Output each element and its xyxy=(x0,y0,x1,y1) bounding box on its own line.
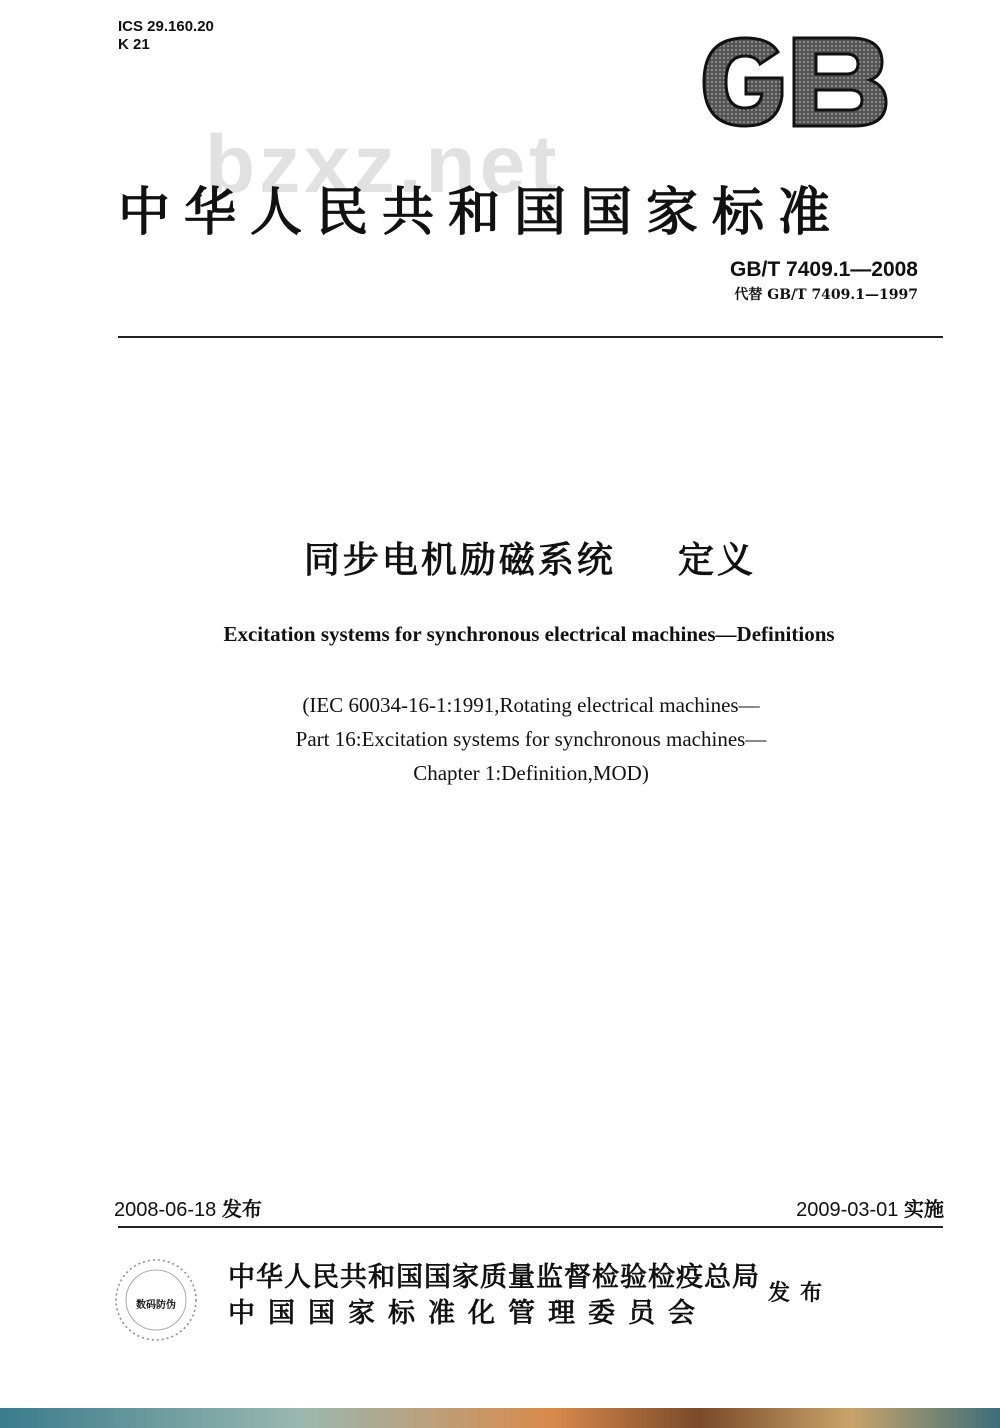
iec-reference xyxy=(0,688,1000,790)
iec-line: Chapter 1:Definition,MOD) xyxy=(413,761,649,785)
bottom-image-band xyxy=(0,1408,1000,1428)
issuing-authorities xyxy=(228,1260,760,1332)
issue-date xyxy=(114,1193,262,1222)
standard-code: GB/T 7409.1—2008 xyxy=(730,258,918,281)
class-code: K 21 xyxy=(118,36,150,53)
top-divider xyxy=(118,336,943,338)
ics-code: ICS 29.160.20 xyxy=(118,18,214,35)
implementation-date-value: 2009-03-01 xyxy=(796,1199,899,1221)
issue-label: 发布 xyxy=(221,1197,262,1221)
replaces-standard: 代替 GB/T 7409.1—1997 xyxy=(734,287,918,303)
bottom-divider xyxy=(118,1226,943,1228)
english-title: Excitation systems for synchronous electrical machines—Definitions xyxy=(223,622,835,646)
issuer-sac: 中国国家标准化管理委员会 xyxy=(228,1298,708,1329)
iec-line: (IEC 60034-16-1:1991,Rotating electrical machines— xyxy=(302,693,760,717)
watermark: bzxz.net xyxy=(205,119,561,210)
issue-date-value: 2008-06-18 xyxy=(114,1199,217,1221)
gb-logo-label: GB xyxy=(690,32,692,33)
issuer-aqsiq: 中华人民共和国国家质量监督检验检疫总局 xyxy=(228,1262,760,1293)
publish-label: 发布 xyxy=(768,1281,833,1306)
iec-line: Part 16:Excitation systems for synchronous machines— xyxy=(295,727,767,751)
implementation-date xyxy=(796,1193,944,1222)
implementation-label: 实施 xyxy=(904,1197,944,1221)
gb-logo xyxy=(690,32,890,132)
seal-label: 数码防伪 xyxy=(136,1300,176,1311)
national-standard-title: 中华人民共和国国家标准 xyxy=(118,183,845,243)
classification-codes xyxy=(118,18,214,54)
chinese-title: 同步电机励磁系统 定义 xyxy=(303,540,757,581)
